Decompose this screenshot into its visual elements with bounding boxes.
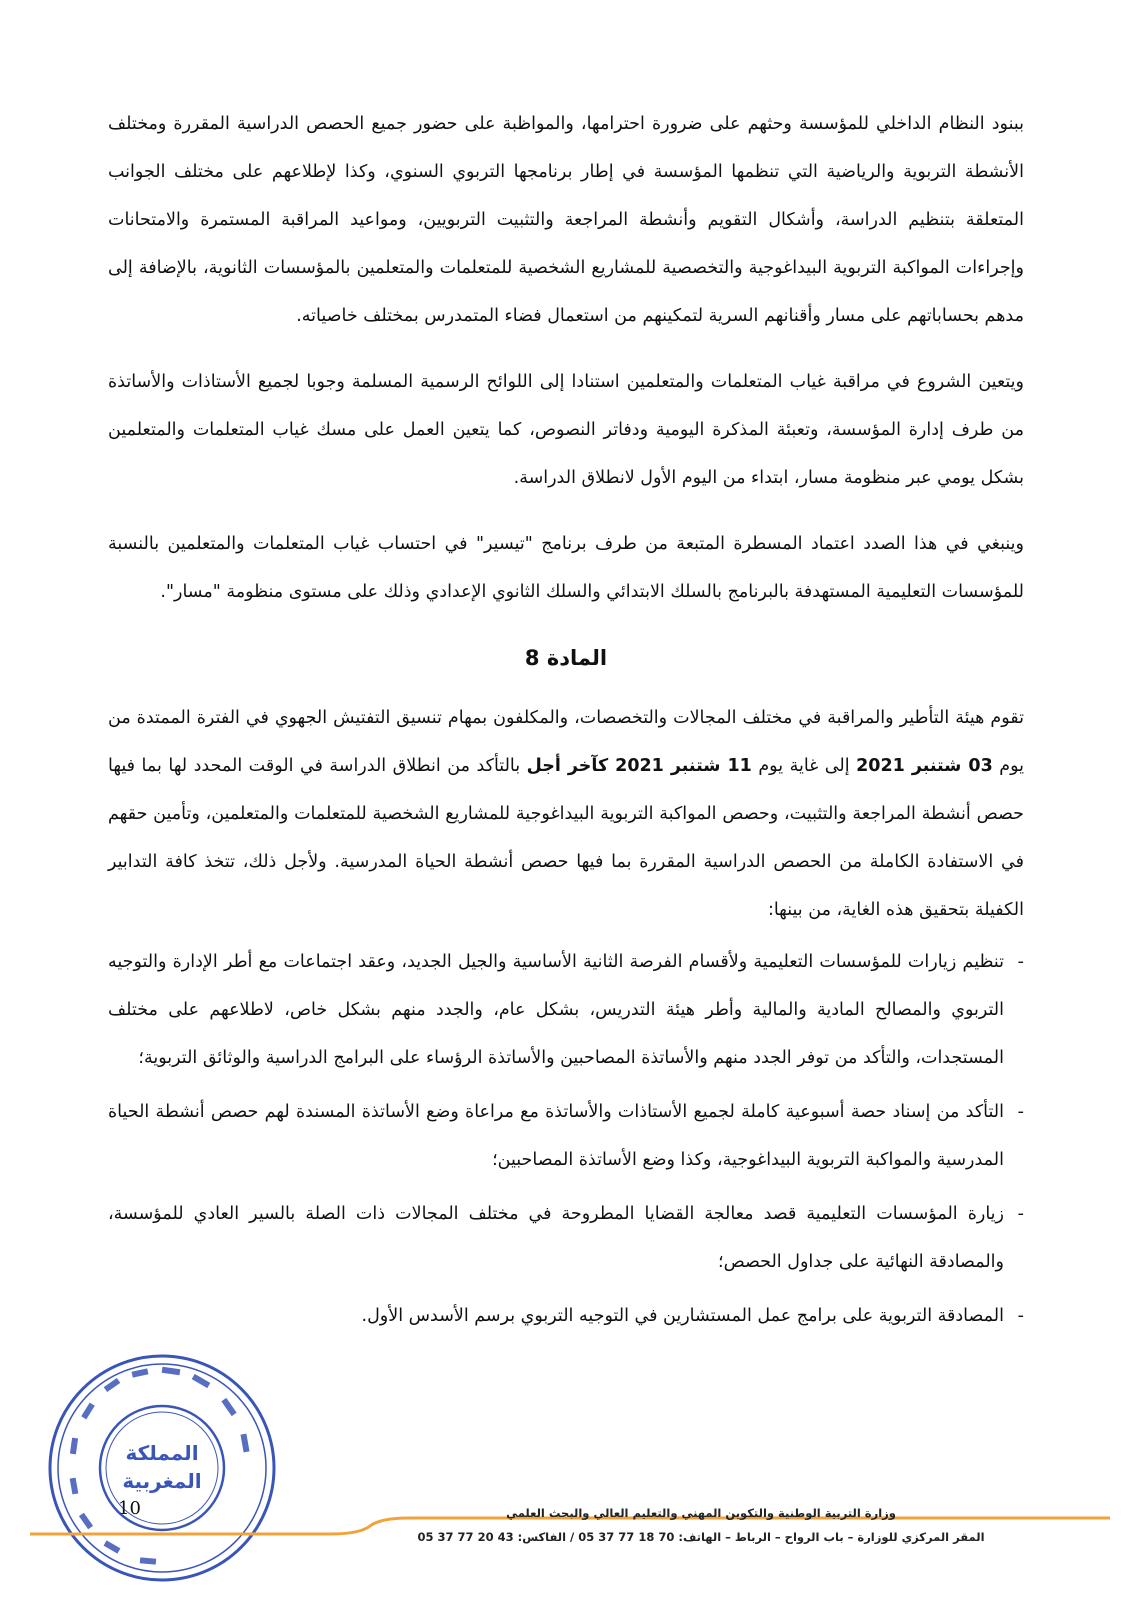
list-item [108,938,1024,1082]
list-item-text: زيارة المؤسسات التعليمية قصد معالجة القضايا المطروحة في مختلف المجالات ذات الصلة بالسير العادي للمؤسسة، والمصادقة النهائية على جداول الحصص؛ [108,1204,1004,1272]
list-item [108,1190,1024,1286]
article-intro-deadline: 11 شتنبر 2021 كآخر أجل [526,756,752,776]
article-intro-part2: إلى غاية يوم [751,756,857,776]
paragraph-1: ببنود النظام الداخلي للمؤسسة وحثهم على ضرورة احترامها، والمواظبة على حضور جميع الحصص الدراسية المقررة ومختلف الأنشطة التربوية والرياضية التي تنظمها المؤسسة في إطار برنامجها التربوي السنوي، وكذا لإطلاعهم على مختلف الجوانب المتعلقة بتنظيم الدراسة، وأشكال التقويم وأنشطة المراجعة والتثبيت التربويين، ومواعيد المراقبة المستمرة والامتحانات وإجراءات المواكبة التربوية البيداغوجية والتخصصية للمشاريع الشخصية للمتعلمات والمتعلمين بالمؤسسات الثانوية، بالإضافة إلى مدهم بحساباتهم على مسار وأقنانهم السرية لتمكينهم من استعمال فضاء المتمدرس بمختلف خاصياته. [108,114,1024,326]
list-item-text: التأكد من إسناد حصة أسبوعية كاملة لجميع الأستاذات والأساتذة مع مراعاة وضع الأساتذة المسندة لهم حصص أنشطة الحياة المدرسية والمواكبة التربوية البيداغوجية، وكذا وضع الأساتذة المصاحبين؛ [108,1102,1004,1170]
paragraph-3: وينبغي في هذا الصدد اعتماد المسطرة المتبعة من طرف برنامج "تيسير" في احتساب غياب المتعلمات والمتعلمين بالنسبة للمؤسسات التعليمية المستهدفة بالبرنامج بالسلك الابتدائي والسلك الثانوي الإعدادي وذلك على مستوى منظومة "مسار". [108,534,1024,602]
list-item [108,1292,1024,1340]
list-item-text: تنظيم زيارات للمؤسسات التعليمية ولأقسام الفرصة الثانية الأساسية والجيل الجديد، وعقد اجتماعات مع أطر الإدارة والتوجيه التربوي والمصالح المادية والمالية وأطر هيئة التدريس، بشكل عام، والجدد منهم بشكل خاص، لاطلاعهم على مختلف المستجدات، والتأكد من توفر الجدد منهم والأساتذة المصاحبين والأساتذة الرؤساء على البرامج الدراسية والوثائق التربوية؛ [108,952,1004,1068]
paragraph-2: ويتعين الشروع في مراقبة غياب المتعلمات والمتعلمين استنادا إلى اللوائح الرسمية المسلمة وجوبا لجميع الأستاذات والأساتذة من طرف إدارة المؤسسة، وتعبئة المذكرة اليومية ودفاتر النصوص، كما يتعين العمل على مسك غياب المتعلمات والمتعلمين بشكل يومي عبر منظومة مسار، ابتداء من اليوم الأول لانطلاق الدراسة. [108,372,1024,488]
page-number: 10 [118,1498,141,1519]
bullet-dash: - [1017,1306,1024,1326]
bullet-dash: - [1017,952,1024,972]
article-intro-part1: تقوم هيئة التأطير والمراقبة في مختلف المجالات والتخصصات، والمكلفون بمهام تنسيق التفتيش الجهوي في الفترة الممتدة من يوم [108,708,1025,776]
footer-ministry-name: وزارة التربية الوطنية والتكوين المهني والتعليم العالي والبحث العلمي [506,1506,896,1520]
bullet-dash: - [1017,1102,1024,1122]
bullet-dash: - [1017,1204,1024,1224]
ministry-seal-icon [42,1348,282,1588]
seal-text-line1: المملكة [125,1441,199,1465]
document-body [108,100,1024,1346]
article-intro-date-start: 03 شتنبر 2021 [856,756,993,776]
list-item-text: المصادقة التربوية على برامج عمل المستشارين في التوجيه التربوي برسم الأسدس الأول. [361,1306,1004,1326]
footer-address: المقر المركزي للوزارة – باب الرواح – الرباط – الهاتف: 70 18 77 37 05 / الفاكس: 43 20 77 37 05 [417,1530,985,1544]
article-heading: المادة 8 [524,646,608,670]
article-intro [108,694,1024,934]
article-intro-part3: بالتأكد من انطلاق الدراسة في الوقت المحدد لها بما فيها حصص أنشطة المراجعة والتثبيت، وحصص المواكبة التربوية البيداغوجية للمشاريع الشخصية للمتعلمات والمتعلمين، وتأمين حقهم في الاستفادة الكاملة من الحصص الدراسية المقررة بما فيها حصص أنشطة الحياة المدرسية. ولأجل ذلك، تتخذ كافة التدابير الكفيلة بتحقيق هذه الغاية، من بينها: [108,756,1024,920]
measures-list [108,938,1024,1340]
list-item [108,1088,1024,1184]
seal-text-line2: المغربية [122,1469,202,1493]
